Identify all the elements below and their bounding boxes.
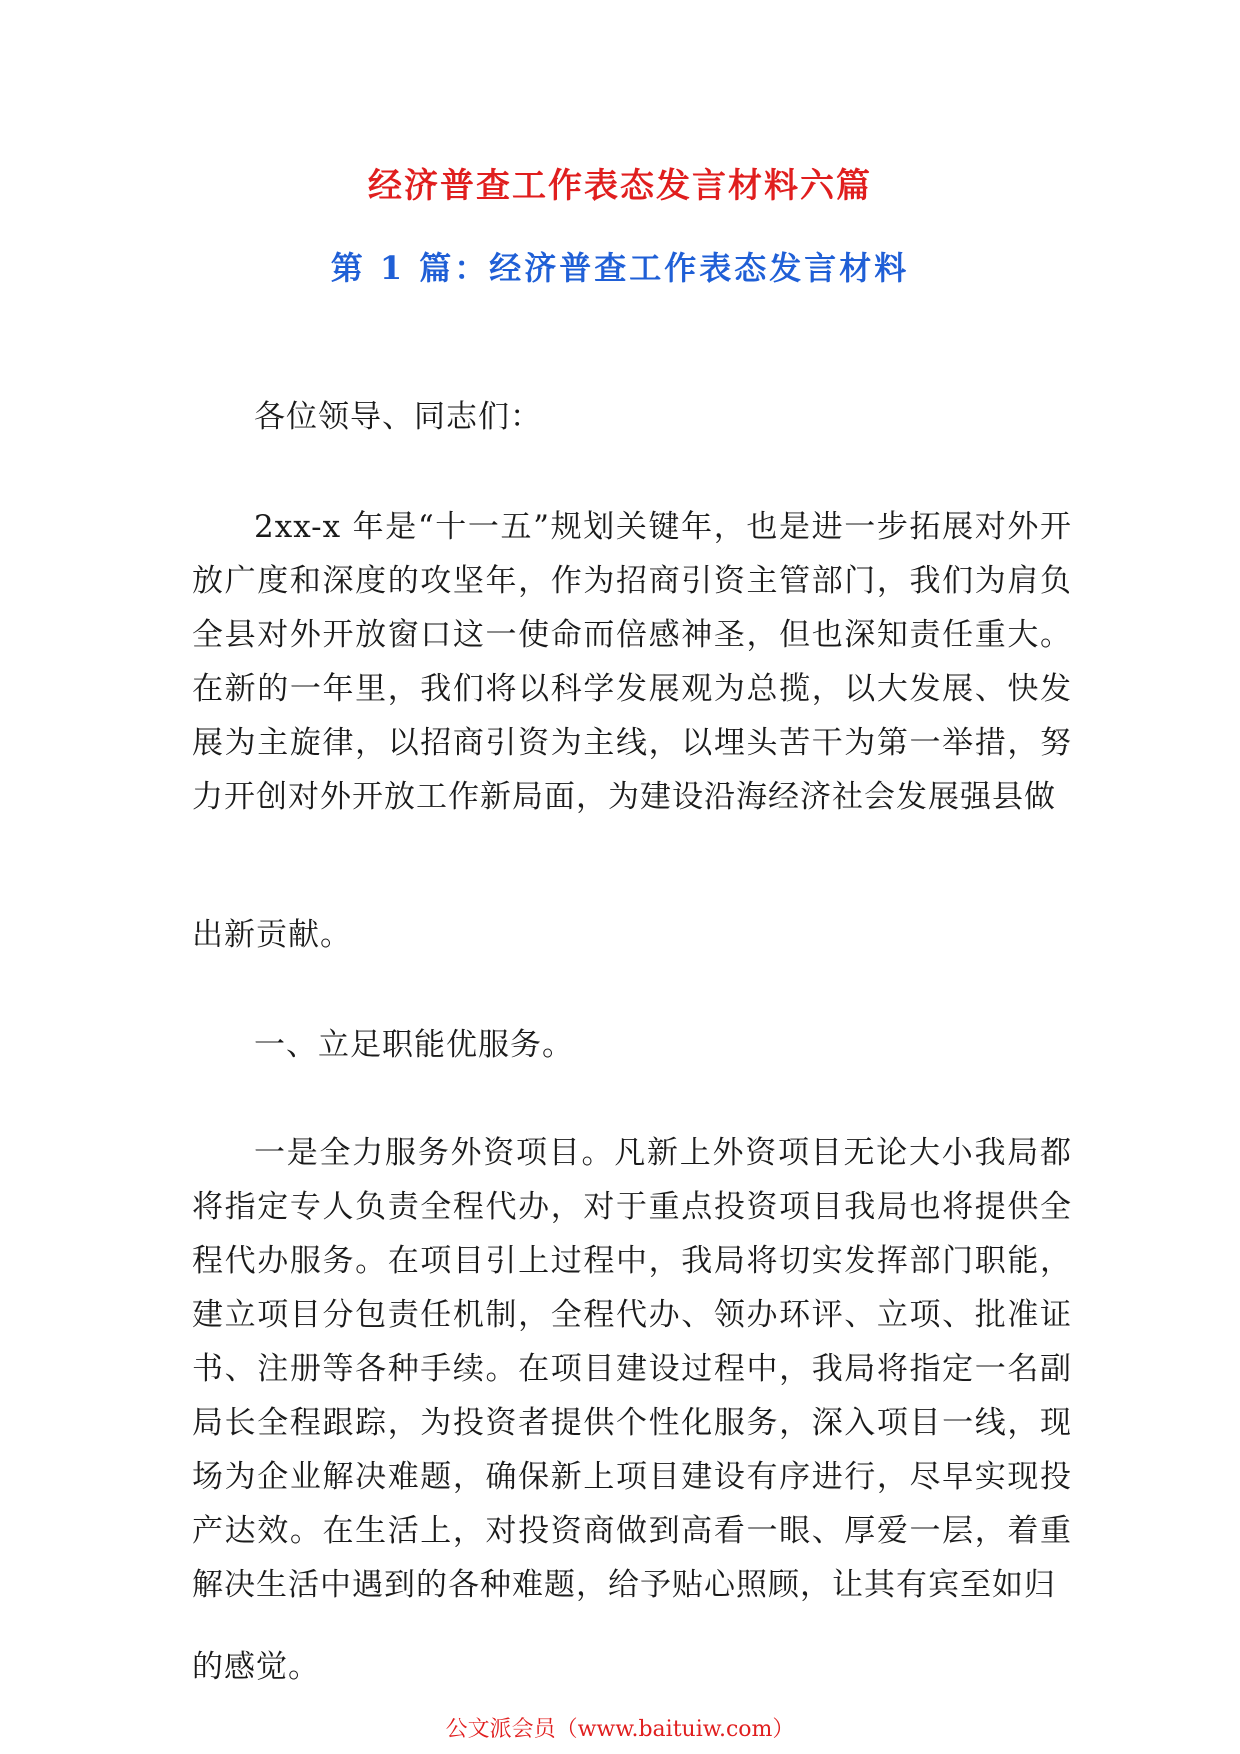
salutation: 各位领导、同志们： [254,399,542,435]
paragraph-2: 一是全力服务外资项目。凡新上外资项目无论大小我局都将指定专人负责全程代办，对于重点投资项目我局也将提供全程代办服务。在项目引上过程中，我局将切实发挥部门职能，建立项目分包责任机制，全程代办、领办环评、立项、批准证书、注册等各种手续。在项目建设过程中，我局将指定一名副局长全程跟踪，为投资者提供个性化服务，深入项目一线，现场为企业解决难题，确保新上项目建设有序进行，尽早实现投产达效。在生活上，对投资商做到高看一眼、厚爱一层，着重解决生活中遇到的各种难题，给予贴心照顾，让其有宾至如归 [192,1135,1072,1603]
paragraph-2-end: 的感觉。 [192,1649,320,1685]
document-title: 经济普查工作表态发言材料六篇 [368,166,872,206]
paragraph-1: 2xx-x 年是“十一五”规划关键年，也是进一步拓展对外开放广度和深度的攻坚年，作为招商引资主管部门，我们为肩负全县对外开放窗口这一使命而倍感神圣，但也深知责任重大。 在新的一年里，我们将以科学发展观为总揽，以大发展、快发 展为主旋律，以招商引资为主线，以埋头苦干为第一举措，努 力开创对外开放工作新局面，为建设沿海经济社会发展强县做 [192,509,1072,815]
footer-watermark: 公文派会员（www.baituiw.com） [445,1717,795,1742]
paragraph-1-end: 出新贡献。 [192,917,352,953]
section-title: 第 1 篇：经济普查工作表态发言材料 [330,249,910,287]
heading-1: 一、立足职能优服务。 [254,1027,574,1063]
